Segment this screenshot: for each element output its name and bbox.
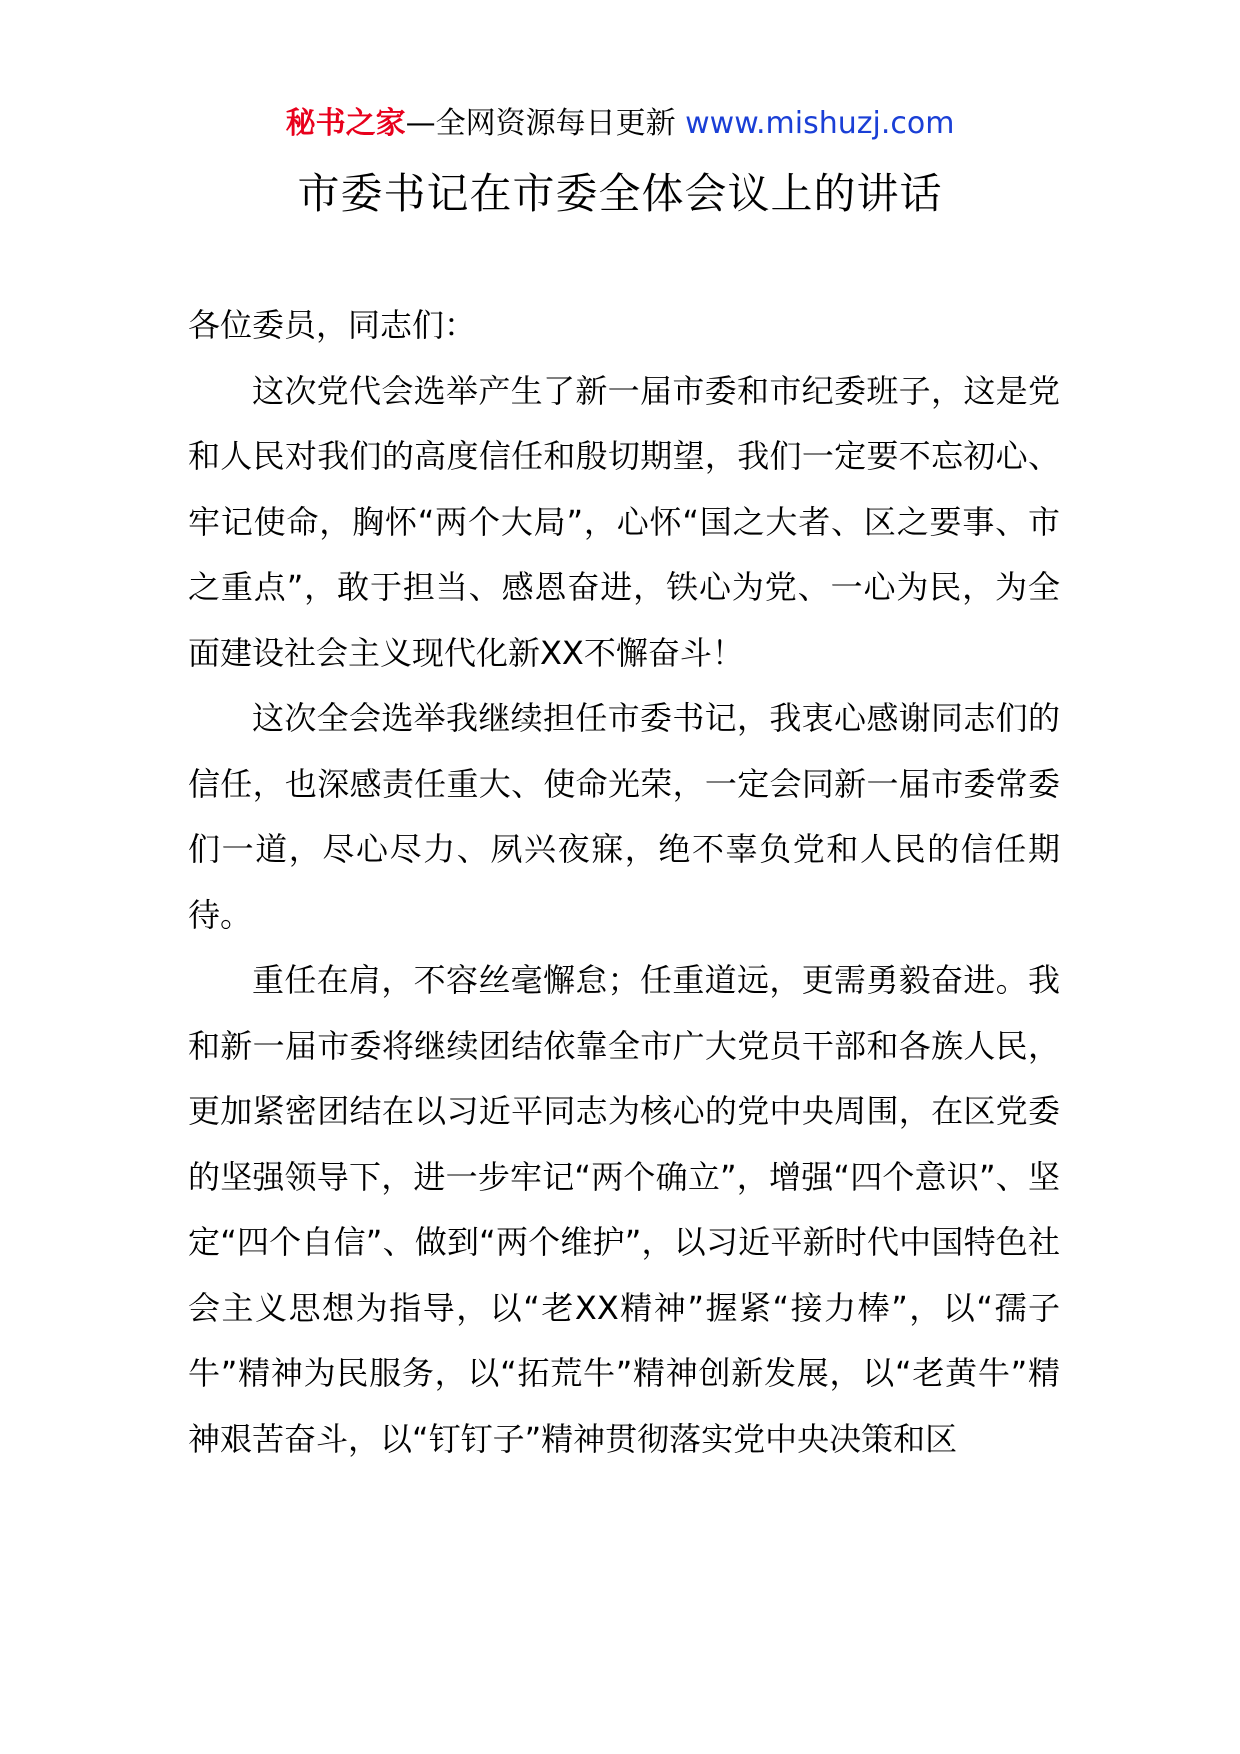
salutation: 各位委员，同志们： bbox=[188, 306, 477, 344]
body-paragraph: 这次全会选举我继续担任市委书记，我衷心感谢同志们的信任，也深感责任重大、使命光荣，一定会同新一届市委常委们一道，尽心尽力、夙兴夜寐，绝不辜负党和人民的信任期待。 bbox=[188, 699, 1060, 934]
body-paragraph: 这次党代会选举产生了新一届市委和市纪委班子，这是党和人民对我们的高度信任和殷切期望，我们一定要不忘初心、牢记使命，胸怀“两个大局”，心怀“国之大者、区之要事、市之重点”，敢于担当、感恩奋进，铁心为党、一心为民，为全面建设社会主义现代化新XX不懈奋斗！ bbox=[188, 371, 1060, 672]
document-title: 市委书记在市委全体会议上的讲话 bbox=[297, 169, 943, 218]
banner-tagline: —全网资源每日更新 bbox=[405, 106, 686, 141]
document-body bbox=[188, 293, 1060, 1472]
body-paragraph: 重任在肩，不容丝毫懈怠；任重道远，更需勇毅奋进。我和新一届市委将继续团结依靠全市广大党员干部和各族人民，更加紧密团结在以习近平同志为核心的党中央周围，在区党委的坚强领导下，进一步牢记“两个确立”，增强“四个意识”、坚定“四个自信”、做到“两个维护”，以习近平新时代中国特色社会主义思想为指导，以“老XX精神”握紧“接力棒”，以“孺子牛”精神为民服务，以“拓荒牛”精神创新发展，以“老黄牛”精神艰苦奋斗，以“钉钉子”精神贯彻落实党中央决策和区 bbox=[188, 961, 1060, 1458]
site-banner bbox=[0, 104, 1240, 144]
brand-name: 秘书之家 bbox=[285, 106, 406, 141]
site-url-link[interactable]: www.mishuzj.com bbox=[685, 106, 955, 141]
